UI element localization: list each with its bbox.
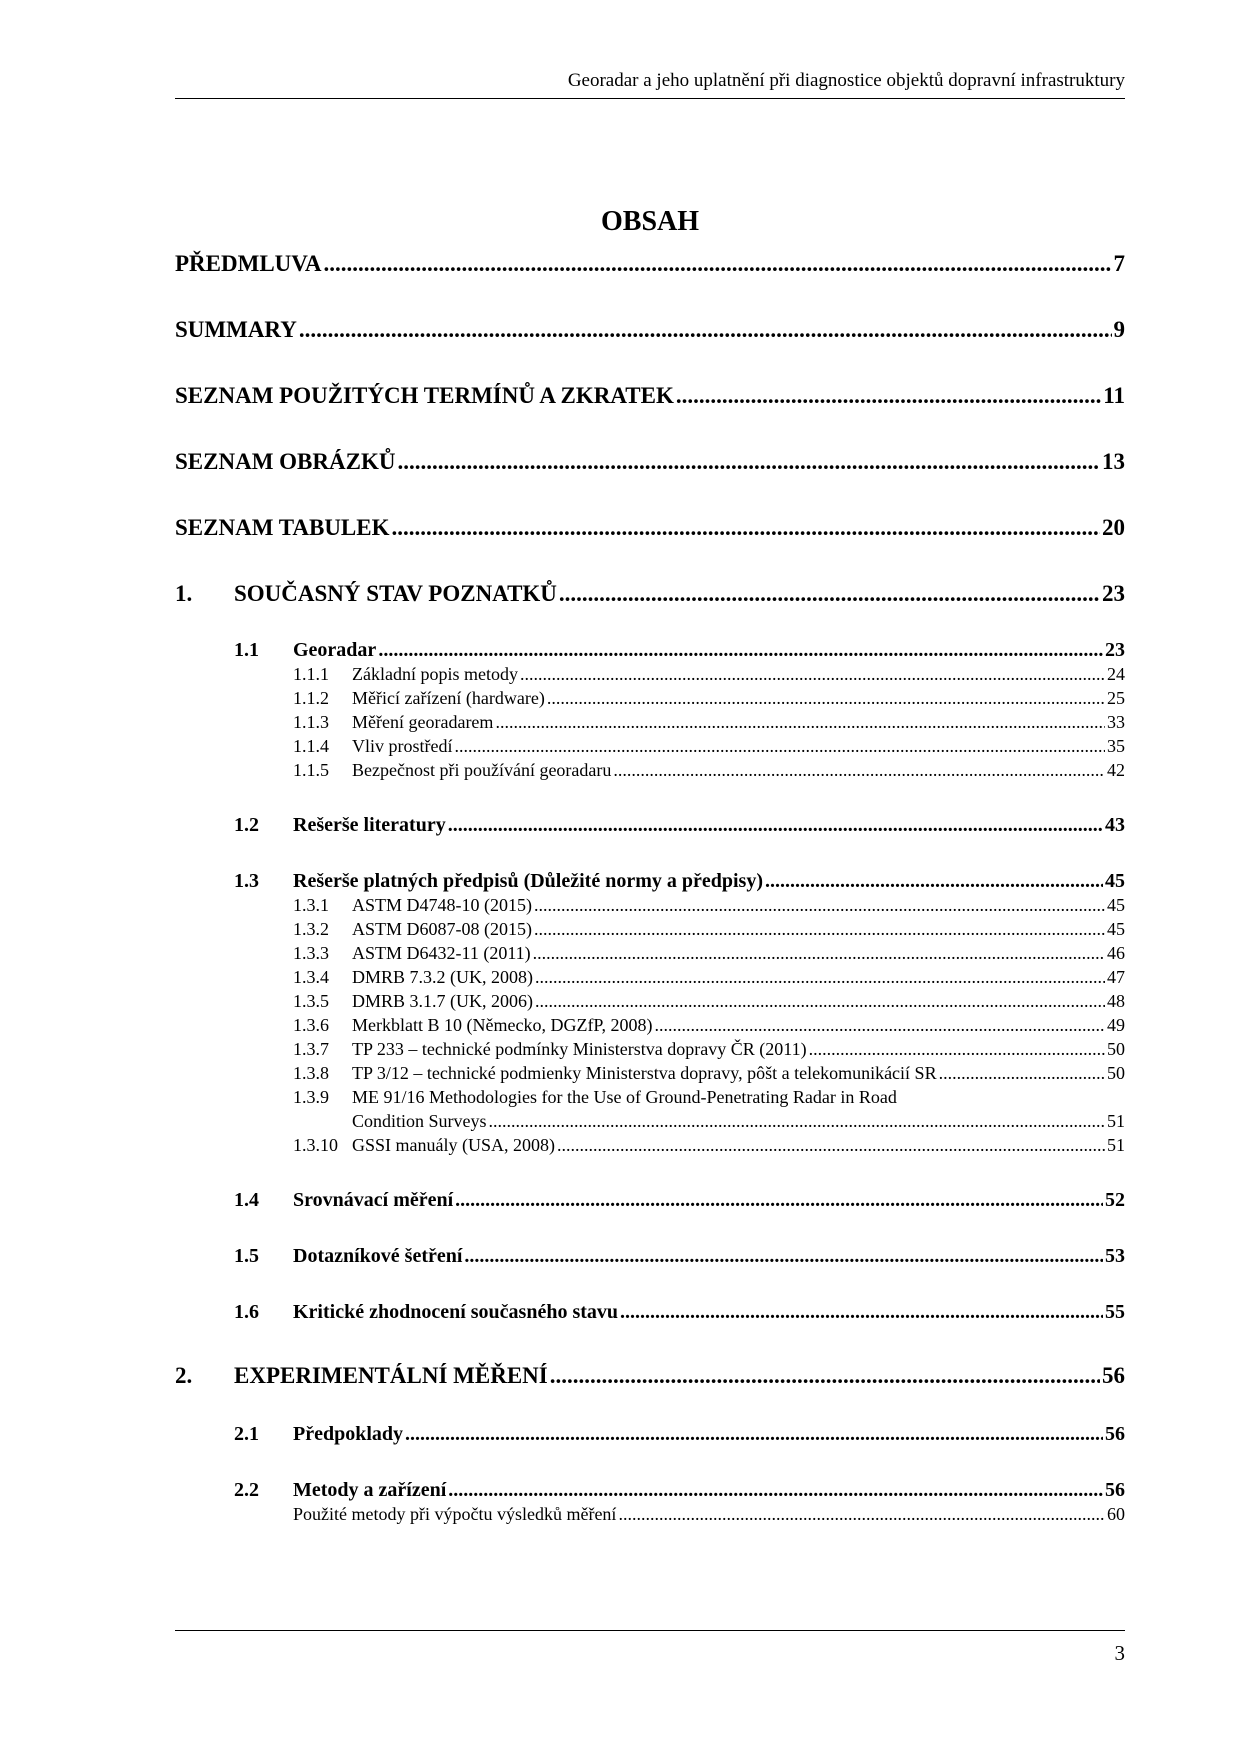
dot-leader: [495, 712, 1105, 733]
toc-entry-figures[interactable]: [175, 449, 1125, 479]
toc-entry-number: 1.3: [234, 870, 259, 892]
footer-rule: [175, 1630, 1125, 1631]
dot-leader: [534, 919, 1105, 940]
dot-leader: [464, 1245, 1103, 1268]
toc-entry-title: Rešerše literatury: [293, 814, 446, 836]
toc-entry-title: TP 233 – technické podmínky Ministerstva dopravy ČR (2011): [352, 1039, 807, 1059]
toc-entry-page: 56: [1105, 1479, 1125, 1501]
toc-section-1-4[interactable]: [175, 1189, 1125, 1215]
page-number: 3: [1114, 1641, 1125, 1665]
dot-leader: [534, 895, 1105, 916]
dot-leader: [448, 814, 1103, 837]
toc-entry-title: Předpoklady: [293, 1423, 404, 1445]
running-header-title: Georadar a jeho uplatnění při diagnostice objektů dopravní infrastruktury: [567, 70, 1125, 91]
toc-subsection-1-3-10[interactable]: [175, 1135, 1125, 1158]
toc-section-1-1[interactable]: [175, 639, 1125, 665]
toc-entry-number: 1.3.10: [293, 1135, 338, 1155]
toc-entry-number: 1.1.4: [293, 736, 329, 756]
toc-entry-page: 9: [1113, 317, 1125, 342]
dot-leader: [392, 515, 1100, 541]
toc-entry-number: 1.1.3: [293, 712, 329, 732]
toc-entry-title: Měřicí zařízení (hardware): [352, 688, 545, 708]
toc-entry-title: Vliv prostředí: [352, 736, 453, 756]
toc-entry-page: 11: [1103, 383, 1125, 408]
toc-subsection-1-1-2[interactable]: [175, 688, 1125, 711]
toc-entry-page: 7: [1113, 251, 1125, 276]
toc-entry-number: 1.3.6: [293, 1015, 329, 1035]
toc-section-1-6[interactable]: [175, 1301, 1125, 1327]
toc-entry-title: Metody a zařízení: [293, 1479, 447, 1501]
toc-entry-page: 52: [1105, 1189, 1125, 1211]
toc-entry-tables[interactable]: [175, 515, 1125, 545]
toc-entry-page: 45: [1105, 870, 1125, 892]
toc-entry-title: DMRB 7.3.2 (UK, 2008): [352, 967, 534, 987]
dot-leader: [765, 870, 1103, 893]
toc-entry-page: 43: [1105, 814, 1125, 836]
toc-entry-title: TP 3/12 – technické podmienky Ministerstva dopravy, pôšt a telekomunikácií SR: [352, 1063, 937, 1083]
dot-leader: [620, 1301, 1103, 1324]
toc-entry-number: 2.1: [234, 1423, 259, 1445]
toc-subsection-1-3-1[interactable]: [175, 895, 1125, 918]
toc-entry-number: 1.3.8: [293, 1063, 329, 1083]
toc-entry-page: 35: [1107, 736, 1125, 756]
toc-entry-number: 1.3.4: [293, 967, 329, 987]
toc-chapter-2[interactable]: [175, 1363, 1125, 1393]
toc-entry-page: 23: [1102, 581, 1125, 606]
toc-entry-page: 25: [1107, 688, 1125, 708]
toc-entry-page: 49: [1107, 1015, 1125, 1035]
toc-section-1-5[interactable]: [175, 1245, 1125, 1271]
dot-leader: [618, 1504, 1105, 1525]
toc-subsection-1-1-3[interactable]: [175, 712, 1125, 735]
dot-leader: [559, 581, 1100, 607]
toc-section-1-3[interactable]: [175, 870, 1125, 896]
toc-entry-page: 13: [1102, 449, 1125, 474]
toc-entry-page: 53: [1105, 1245, 1125, 1267]
dot-leader: [299, 317, 1112, 343]
toc-entry-number: 1.4: [234, 1189, 259, 1211]
toc-entry-number: 1.3.1: [293, 895, 329, 915]
toc-entry-page: 56: [1105, 1423, 1125, 1445]
toc-subsection-1-1-5[interactable]: [175, 760, 1125, 783]
toc-entry-page: 45: [1107, 895, 1125, 915]
toc-entry-title: Srovnávací měření: [293, 1189, 454, 1211]
toc-entry-number: 1.1.5: [293, 760, 329, 780]
toc-entry-title: SEZNAM TABULEK: [175, 515, 390, 540]
dot-leader: [557, 1135, 1105, 1156]
toc-subsection-1-3-4[interactable]: [175, 967, 1125, 990]
toc-entry-title: Kritické zhodnocení současného stavu: [293, 1301, 619, 1323]
toc-entry-number: 1.: [175, 581, 193, 606]
toc-entry-title: ASTM D6087-08 (2015): [352, 919, 532, 939]
toc-entry-title: ME 91/16 Methodologies for the Use of Ground-Penetrating Radar in Road: [352, 1087, 897, 1107]
dot-leader: [520, 664, 1105, 685]
toc-entry-title: SOUČASNÝ STAV POZNATKŮ: [234, 581, 557, 606]
toc-entry-summary[interactable]: [175, 317, 1125, 347]
toc-entry-page: 51: [1107, 1135, 1125, 1155]
dot-leader: [405, 1423, 1103, 1446]
toc-entry-page: 50: [1107, 1063, 1125, 1083]
toc-entry-number: 1.5: [234, 1245, 259, 1267]
toc-entry-title-continuation: Condition Surveys: [352, 1111, 487, 1131]
dot-leader: [547, 688, 1105, 709]
toc-entry-number: 2.2: [234, 1479, 259, 1501]
toc-subsection-1-3-9-continuation[interactable]: [175, 1111, 1125, 1134]
toc-section-2-2[interactable]: [175, 1479, 1125, 1505]
toc-entry-number: 1.2: [234, 814, 259, 836]
toc-entry-page: 42: [1107, 760, 1125, 780]
dot-leader: [676, 383, 1101, 409]
dot-leader: [654, 1015, 1105, 1036]
toc-entry-title: GSSI manuály (USA, 2008): [352, 1135, 555, 1155]
toc-entry-page: 33: [1107, 712, 1125, 732]
toc-entry-page: 50: [1107, 1039, 1125, 1059]
toc-entry-page: 45: [1107, 919, 1125, 939]
toc-entry-title: SUMMARY: [175, 317, 297, 342]
toc-entry-number: 1.6: [234, 1301, 259, 1323]
dot-leader: [489, 1111, 1105, 1132]
dot-leader: [455, 736, 1106, 757]
toc-entry-number: 1.1.1: [293, 664, 329, 684]
toc-entry-number: 2.: [175, 1363, 193, 1388]
toc-entry-page: 55: [1105, 1301, 1125, 1323]
toc-chapter-1[interactable]: [175, 581, 1125, 611]
toc-entry-title: Georadar: [293, 639, 377, 661]
toc-subsection-1-3-2[interactable]: [175, 919, 1125, 942]
toc-entry-page: 46: [1107, 943, 1125, 963]
toc-entry-title: EXPERIMENTÁLNÍ MĚŘENÍ: [234, 1363, 548, 1388]
toc-entry-title: SEZNAM POUŽITÝCH TERMÍNŮ A ZKRATEK: [175, 383, 674, 408]
page-title: OBSAH: [600, 206, 700, 237]
header-rule: [175, 98, 1125, 99]
toc-entry-number: 1.3.2: [293, 919, 329, 939]
toc-entry-page: 60: [1107, 1504, 1125, 1524]
toc-entry-page: 24: [1107, 664, 1125, 684]
dot-leader: [378, 639, 1103, 662]
dot-leader: [533, 943, 1105, 964]
dot-leader: [448, 1479, 1103, 1502]
toc-entry-title: Použité metody při výpočtu výsledků měření: [293, 1504, 617, 1524]
toc-subsection-2-2-methods[interactable]: [175, 1504, 1125, 1527]
toc-subsection-1-3-5[interactable]: [175, 991, 1125, 1014]
toc-entry-title: Rešerše platných předpisů (Důležité normy a předpisy): [293, 870, 763, 892]
toc-entry-page: 23: [1105, 639, 1125, 661]
toc-entry-page: 48: [1107, 991, 1125, 1011]
dot-leader: [809, 1039, 1105, 1060]
toc-entry-title: Měření georadarem: [352, 712, 494, 732]
toc-entry-terms[interactable]: [175, 383, 1125, 413]
toc-subsection-1-1-4[interactable]: [175, 736, 1125, 759]
toc-entry-page: 47: [1107, 967, 1125, 987]
toc-entry-number: 1.3.5: [293, 991, 329, 1011]
toc-entry-title: SEZNAM OBRÁZKŮ: [175, 449, 396, 474]
toc-entry-number: 1.1.2: [293, 688, 329, 708]
toc-entry-title: Merkblatt B 10 (Německo, DGZfP, 2008): [352, 1015, 653, 1035]
dot-leader: [613, 760, 1105, 781]
toc-subsection-1-3-7[interactable]: [175, 1039, 1125, 1062]
dot-leader: [535, 967, 1105, 988]
toc-subsection-1-3-8[interactable]: [175, 1063, 1125, 1086]
dot-leader: [939, 1063, 1105, 1084]
toc-entry-number: 1.3.3: [293, 943, 329, 963]
toc-entry-page: 51: [1107, 1111, 1125, 1131]
toc-entry-page: 20: [1102, 515, 1125, 540]
toc-entry-page: 56: [1102, 1363, 1125, 1388]
toc-entry-title: ASTM D4748-10 (2015): [352, 895, 532, 915]
dot-leader: [535, 991, 1105, 1012]
toc-entry-number: 1.3.9: [293, 1087, 329, 1107]
toc-subsection-1-1-1[interactable]: [175, 664, 1125, 687]
toc-entry-title: DMRB 3.1.7 (UK, 2006): [352, 991, 534, 1011]
toc-subsection-1-3-3[interactable]: [175, 943, 1125, 966]
toc-subsection-1-3-9[interactable]: [175, 1087, 1125, 1110]
toc-entry-title: Dotazníkové šetření: [293, 1245, 463, 1267]
dot-leader: [324, 251, 1112, 277]
dot-leader: [397, 449, 1100, 475]
toc-entry-title: PŘEDMLUVA: [175, 251, 322, 276]
toc-section-2-1[interactable]: [175, 1423, 1125, 1449]
dot-leader: [455, 1189, 1103, 1212]
toc-entry-number: 1.3.7: [293, 1039, 329, 1059]
toc-entry-title: Základní popis metody: [352, 664, 518, 684]
dot-leader: [550, 1363, 1100, 1389]
toc-entry-predmluva[interactable]: [175, 251, 1125, 281]
toc-entry-title: ASTM D6432-11 (2011): [352, 943, 531, 963]
toc-entry-title: Bezpečnost při používání georadaru: [352, 760, 612, 780]
toc-section-1-2[interactable]: [175, 814, 1125, 840]
toc-subsection-1-3-6[interactable]: [175, 1015, 1125, 1038]
toc-entry-number: 1.1: [234, 639, 259, 661]
